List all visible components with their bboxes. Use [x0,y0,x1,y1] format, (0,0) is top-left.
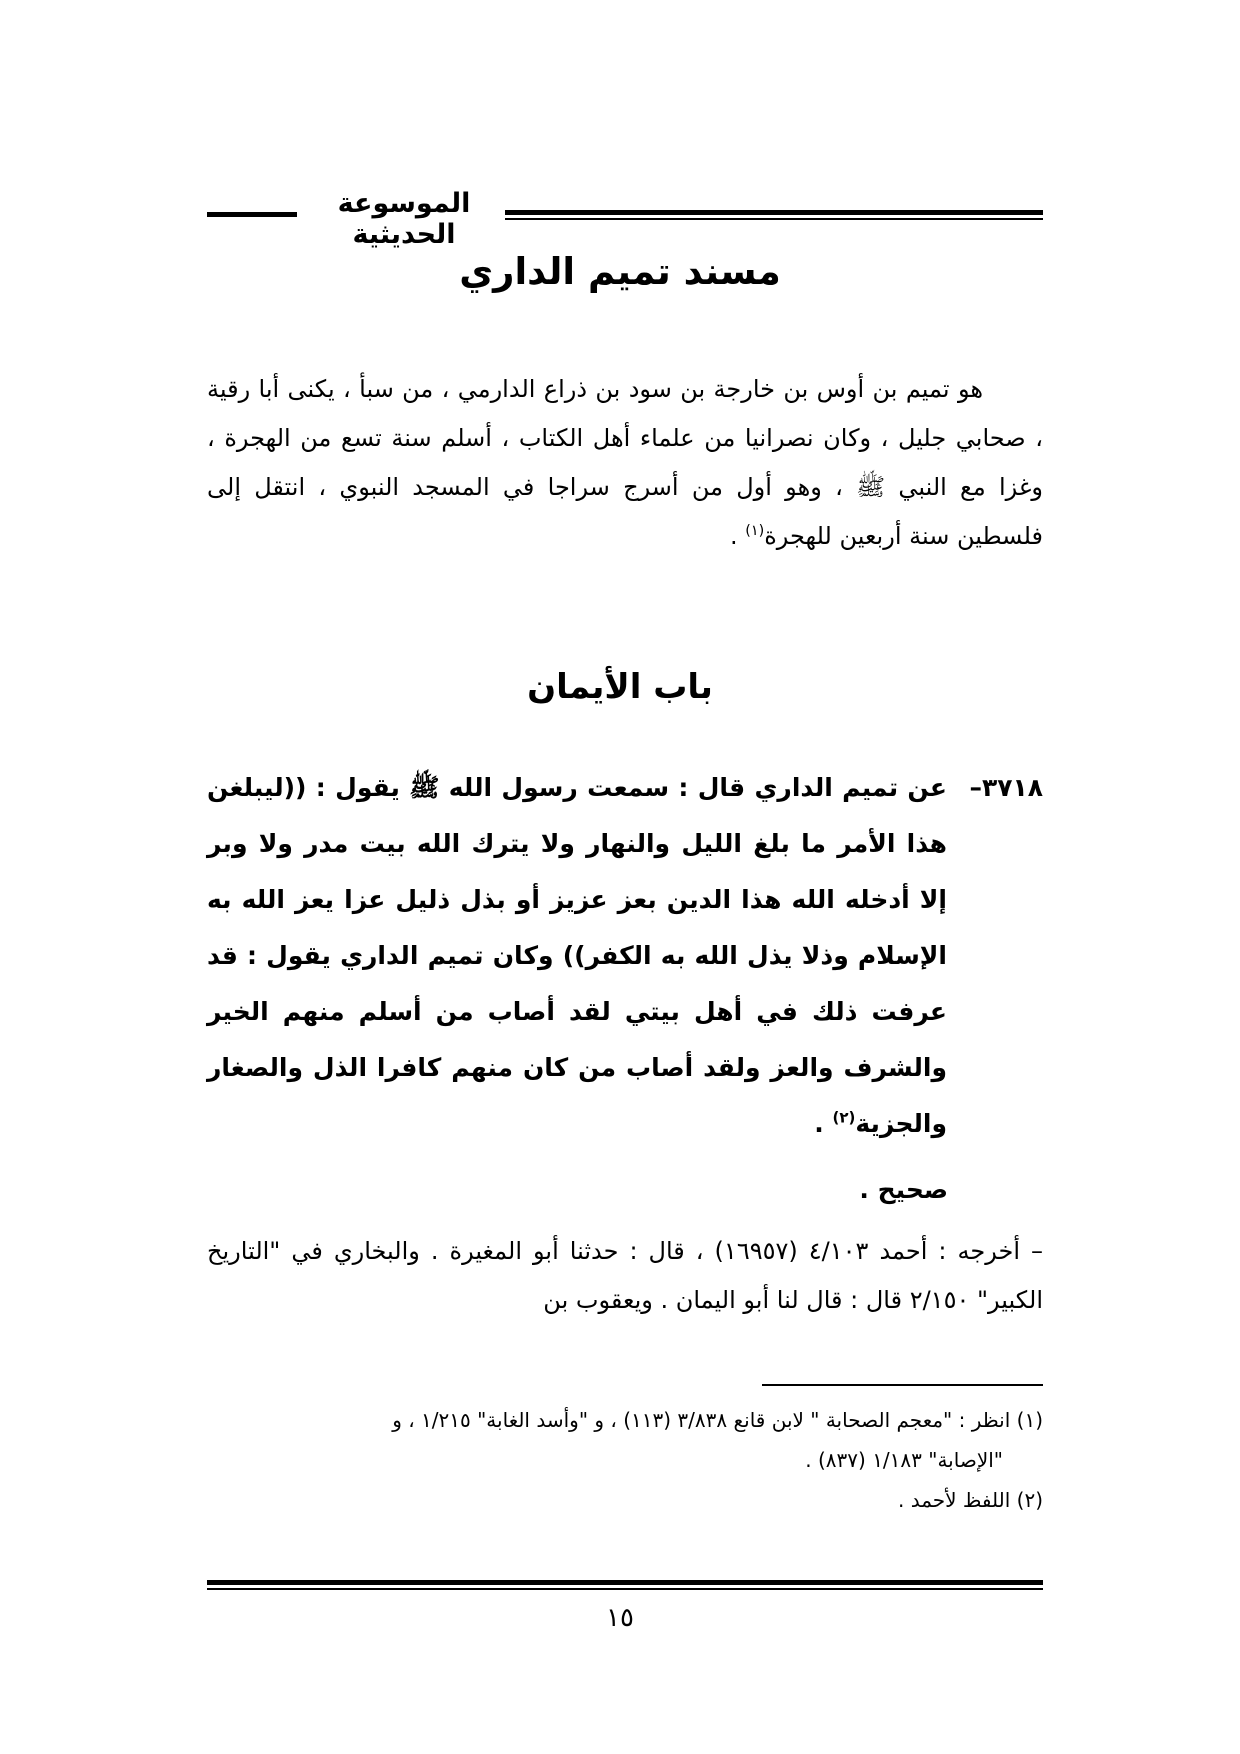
footnote-ref-2: (٢) [832,1108,856,1127]
footnotes [207,1400,1043,1520]
footer-rule [207,1580,1043,1585]
footnote-ref-1: (١) [745,523,765,539]
intro-text: هو تميم بن أوس بن خارجة بن سود بن ذراع الدارمي ، من سبأ ، يكنى أبا رقية ، صحابي جليل ، وكان نصرانيا من علماء أهل الكتاب ، أسلم سنة تسع من الهجرة ، وغزا مع النبي ﷺ ، وهو أول من أسرج سراجا في المسجد النبوي ، انتقل إلى فلسطين سنة أربعين للهجرة [207,375,1043,550]
running-header [207,188,1043,250]
hadith-block [207,760,1043,1152]
section-title: باب الأيمان [527,667,713,707]
hadith-end: . [814,1109,833,1138]
footnote-separator [762,1384,1043,1386]
footnote-2: (٢) اللفظ لأحمد . [898,1488,1043,1512]
running-title: الموسوعة الحديثية [337,188,471,250]
footnote-1-line-1: (١) انظر : "معجم الصحابة " لابن قانع ٣/٨٣٨ (١١٣) ، و "وأسد الغابة" ١/٢١٥ ، و [392,1408,1043,1432]
hadith-text: عن تميم الداري قال : سمعت رسول الله ﷺ يقول : ((ليبلغن هذا الأمر ما بلغ الليل والنهار ولا يترك الله بيت مدر ولا وبر إلا أدخله الله هذا الدين بعز عزيز أو بذل ذليل عزا يعز الله به الإسلام وذلا يذل الله به الكفر)) وكان تميم الداري يقول : قد عرفت ذلك في أهل بيتي لقد أصاب من أسلم منهم الخير والشرف والعز ولقد أصاب من كان منهم كافرا الذل والصغار والجزية [207,773,947,1138]
header-rule-long [505,210,1043,215]
intro-paragraph [207,365,1043,561]
footnote-1-line-2: "الإصابة" ١/١٨٣ (٨٣٧) . [805,1448,1003,1472]
hadith-grade: صحيح . [859,1175,948,1204]
page-number: ١٥ [606,1603,634,1633]
intro-end: . [729,522,746,550]
hadith-text-block [207,760,947,1152]
chapter-title: مسند تميم الداري [459,250,781,293]
header-rule-short [207,212,297,217]
hadith-number: ٣٧١٨– [969,773,1043,802]
takhrij-paragraph: – أخرجه : أحمد ٤/١٠٣ (١٦٩٥٧) ، قال : حدثنا أبو المغيرة . والبخاري في "التاريخ الكبير" ٢/١٥٠ قال : قال لنا أبو اليمان . ويعقوب بن [207,1237,1043,1314]
